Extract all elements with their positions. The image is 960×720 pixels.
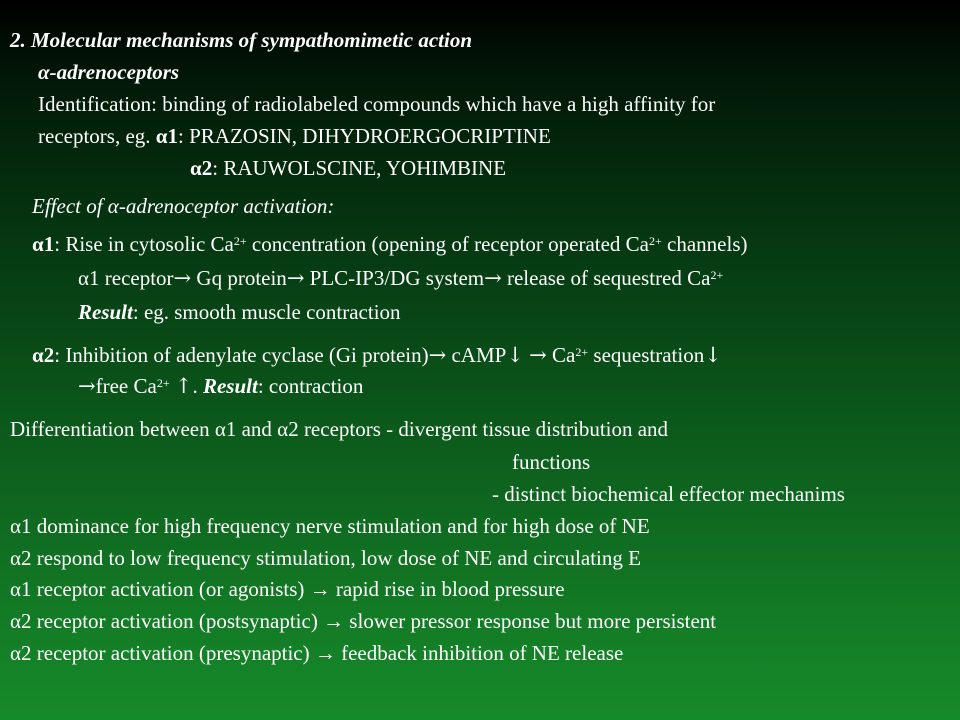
right-arrow-icon: →	[173, 266, 192, 290]
effect-heading: Effect of α-adrenoceptor activation:	[32, 194, 335, 218]
right-arrow-icon: →	[529, 343, 547, 367]
ca-superscript: 2+	[710, 268, 724, 282]
result-label: Result	[78, 300, 133, 324]
bullet-line: α2 receptor activation (presynaptic) → feedback inhibition of NE release	[10, 641, 624, 665]
ident-line2-pre: receptors, eg.	[38, 124, 156, 148]
ca-superscript: 2+	[156, 376, 170, 390]
right-arrow-icon: →	[428, 343, 447, 367]
ident-line3-post: : RAUWOLSCINE, YOHIMBINE	[212, 156, 507, 180]
identification-line-2	[38, 124, 551, 148]
alpha1-effect-text-post: channels)	[661, 232, 748, 256]
alpha1-receptor-text: α1 receptor	[78, 266, 174, 290]
camp-text: cAMP	[446, 343, 507, 367]
alpha-adrenoceptors-title: α-adrenoceptors	[38, 60, 180, 84]
free-ca-text: free Ca	[95, 374, 157, 398]
alpha1-label: α1	[155, 124, 179, 148]
right-arrow-icon: →	[484, 266, 502, 290]
alpha1-result-text: : eg. smooth muscle contraction	[132, 300, 401, 324]
ca-superscript: 2+	[575, 345, 589, 359]
slide-heading: 2. Molecular mechanisms of sympathomimetic action	[10, 28, 472, 52]
ca-superscript: 2+	[649, 234, 662, 248]
identification-line-1: Identification: binding of radiolabeled compounds which have a high affinity for	[38, 92, 716, 116]
alpha1-effect-text-pre: : Rise in cytosolic Ca	[54, 232, 234, 256]
ident-line2-post: : PRAZOSIN, DIHYDROERGOCRIPTINE	[178, 124, 551, 148]
result-label: Result	[202, 374, 258, 398]
differentiation-line-3: - distinct biochemical effector mechanims	[492, 482, 845, 506]
ca-superscript: 2+	[233, 234, 247, 248]
bullet-line: α1 dominance for high frequency nerve stimulation and for high dose of NE	[10, 514, 650, 538]
plc-system-text: PLC-IP3/DG system	[304, 266, 485, 290]
differentiation-line-1: Differentiation between α1 and α2 receptors - divergent tissue distribution and	[10, 417, 669, 441]
right-arrow-icon: →	[78, 374, 96, 398]
alpha1-effect-label: α1	[32, 232, 55, 256]
bullet-line: α2 receptor activation (postsynaptic) → slower pressor response but more persistent	[10, 609, 717, 633]
down-arrow-icon: ↓	[704, 343, 722, 367]
alpha1-effect-line	[32, 232, 748, 256]
alpha2-effect-label: α2	[32, 343, 55, 367]
alpha1-result-line	[78, 300, 401, 324]
alpha1-pathway-line	[78, 266, 723, 290]
alpha2-effect-line	[32, 343, 722, 367]
alpha2-result-text: : contraction	[257, 374, 364, 398]
alpha1-effect-text-mid: concentration (opening of receptor operated Ca	[246, 232, 649, 256]
right-arrow-icon: →	[286, 266, 305, 290]
ca-text: Ca	[546, 343, 576, 367]
bullet-line: α2 respond to low frequency stimulation, low dose of NE and circulating E	[10, 546, 641, 570]
gq-protein-text: Gq protein	[191, 266, 287, 290]
sequestration-text: sequestration	[588, 343, 705, 367]
bullet-line: α1 receptor activation (or agonists) → rapid rise in blood pressure	[10, 577, 565, 601]
alpha2-result-line: →free $Ca^{2+}$ ↑. Result: contraction	[78, 374, 364, 398]
identification-line-3	[190, 156, 506, 180]
down-arrow-icon: ↓	[506, 343, 524, 367]
up-arrow-icon: ↑	[174, 374, 193, 398]
release-text: release of sequestred Ca	[501, 266, 711, 290]
alpha2-effect-text: : Inhibition of adenylate cyclase (Gi protein)	[54, 343, 429, 367]
differentiation-line-2: functions	[512, 450, 591, 474]
alpha2-label: α2	[190, 156, 213, 180]
